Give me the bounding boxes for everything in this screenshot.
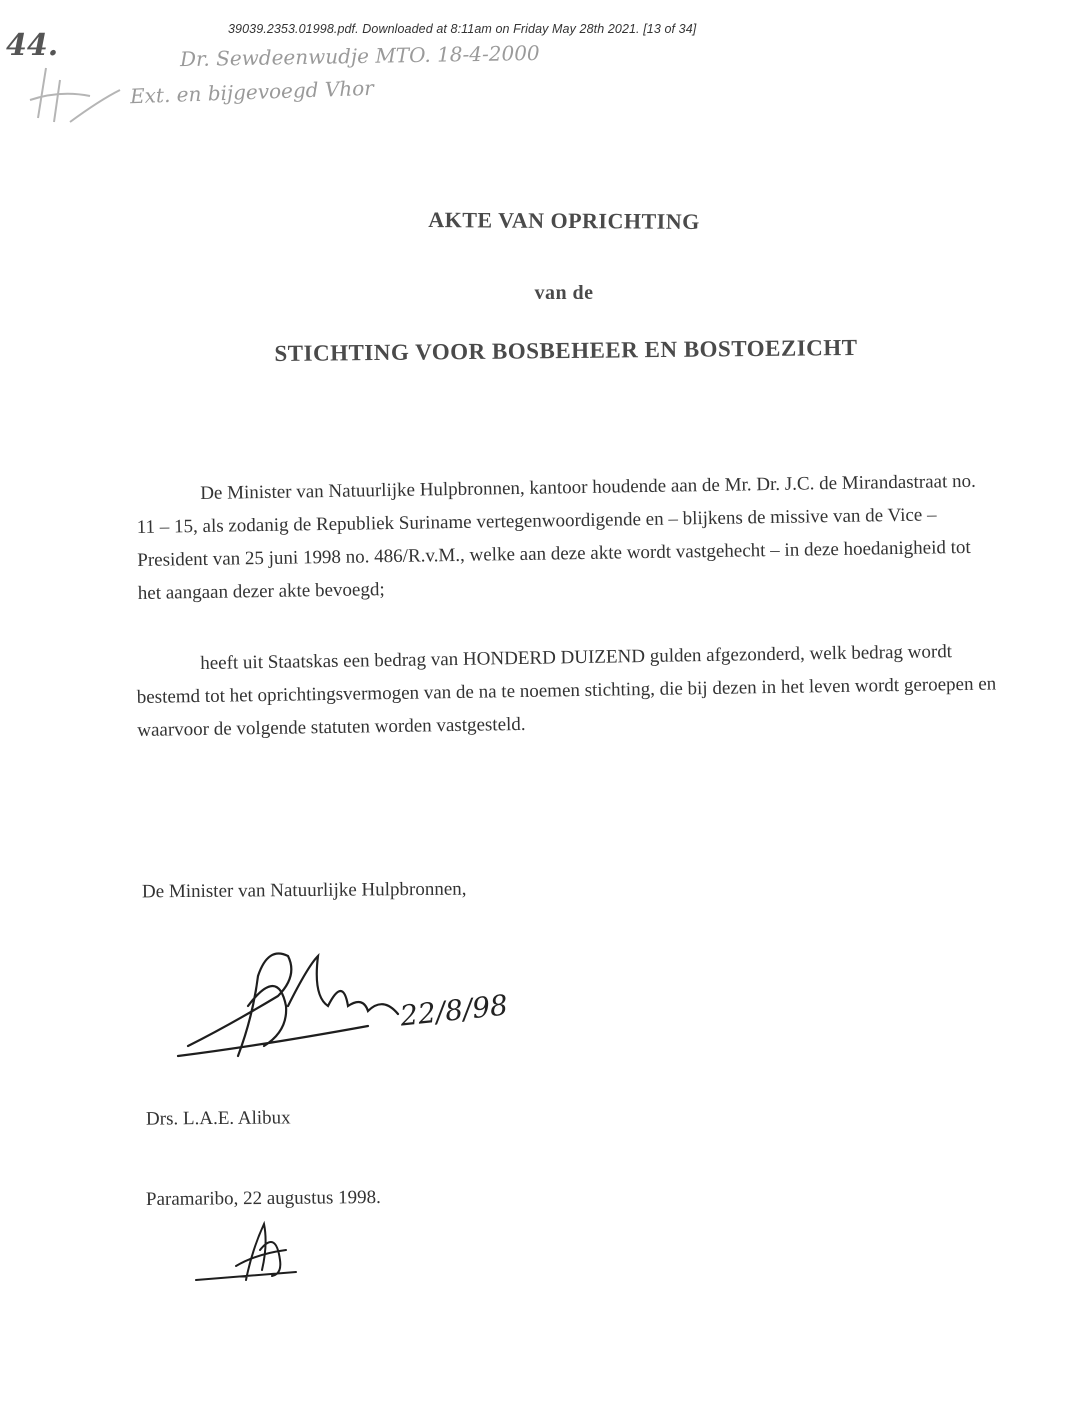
minister-signature (168, 936, 408, 1066)
handwritten-note-line-2: Ext. en bijgevoegd Vhor (129, 75, 375, 109)
signature-caption: De Minister van Natuurlijke Hulpbronnen, (141, 878, 467, 903)
body-paragraph-2 (136, 634, 997, 746)
paragraph-1-text: De Minister van Natuurlijke Hulpbronnen, kantoor houdende aan de Mr. Dr. J.C. de Mirandastraat no. 11 – 15, als zodanig de Republiek Suriname vertegenwoordigende en – blijkens de missive van de Vice – President van 25 juni 1998 no. 486/R.v.M., welke aan deze akte wordt vastgehecht – in deze hoedanigheid tot het aangaan dezer akte bevoegd; (136, 470, 976, 604)
document-title: AKTE VAN OPRICHTING (428, 207, 700, 234)
download-banner: 39039.2353.01998.pdf. Downloaded at 8:11am on Friday May 28th 2021. [13 of 34] (228, 22, 697, 36)
paragraph-2-text: heeft uit Staatskas een bedrag van HONDERD DUIZEND gulden afgezonderd, welk bedrag wordt bestemd tot het oprichtingsvermogen van de na te noemen stichting, die bij dezen in het leven wordt geroepen en waarvoor de volgende statuten worden vastgesteld. (136, 641, 997, 741)
margin-scribble (20, 60, 130, 130)
body-paragraph-1 (136, 464, 998, 609)
signer-name: Drs. L.A.E. Alibux (145, 1107, 291, 1130)
foundation-name: STICHTING VOOR BOSBEHEER EN BOSTOEZICHT (274, 334, 858, 367)
handwritten-page-number: 44. (6, 28, 59, 63)
initials-signature (186, 1210, 306, 1290)
place-and-date: Paramaribo, 22 augustus 1998. (145, 1186, 381, 1211)
signature-date: 22/8/98 (398, 988, 510, 1033)
document-subtitle: van de (534, 282, 594, 304)
handwritten-note-line-1: Dr. Sewdeenwudje MTO. 18-4-2000 (179, 40, 540, 72)
